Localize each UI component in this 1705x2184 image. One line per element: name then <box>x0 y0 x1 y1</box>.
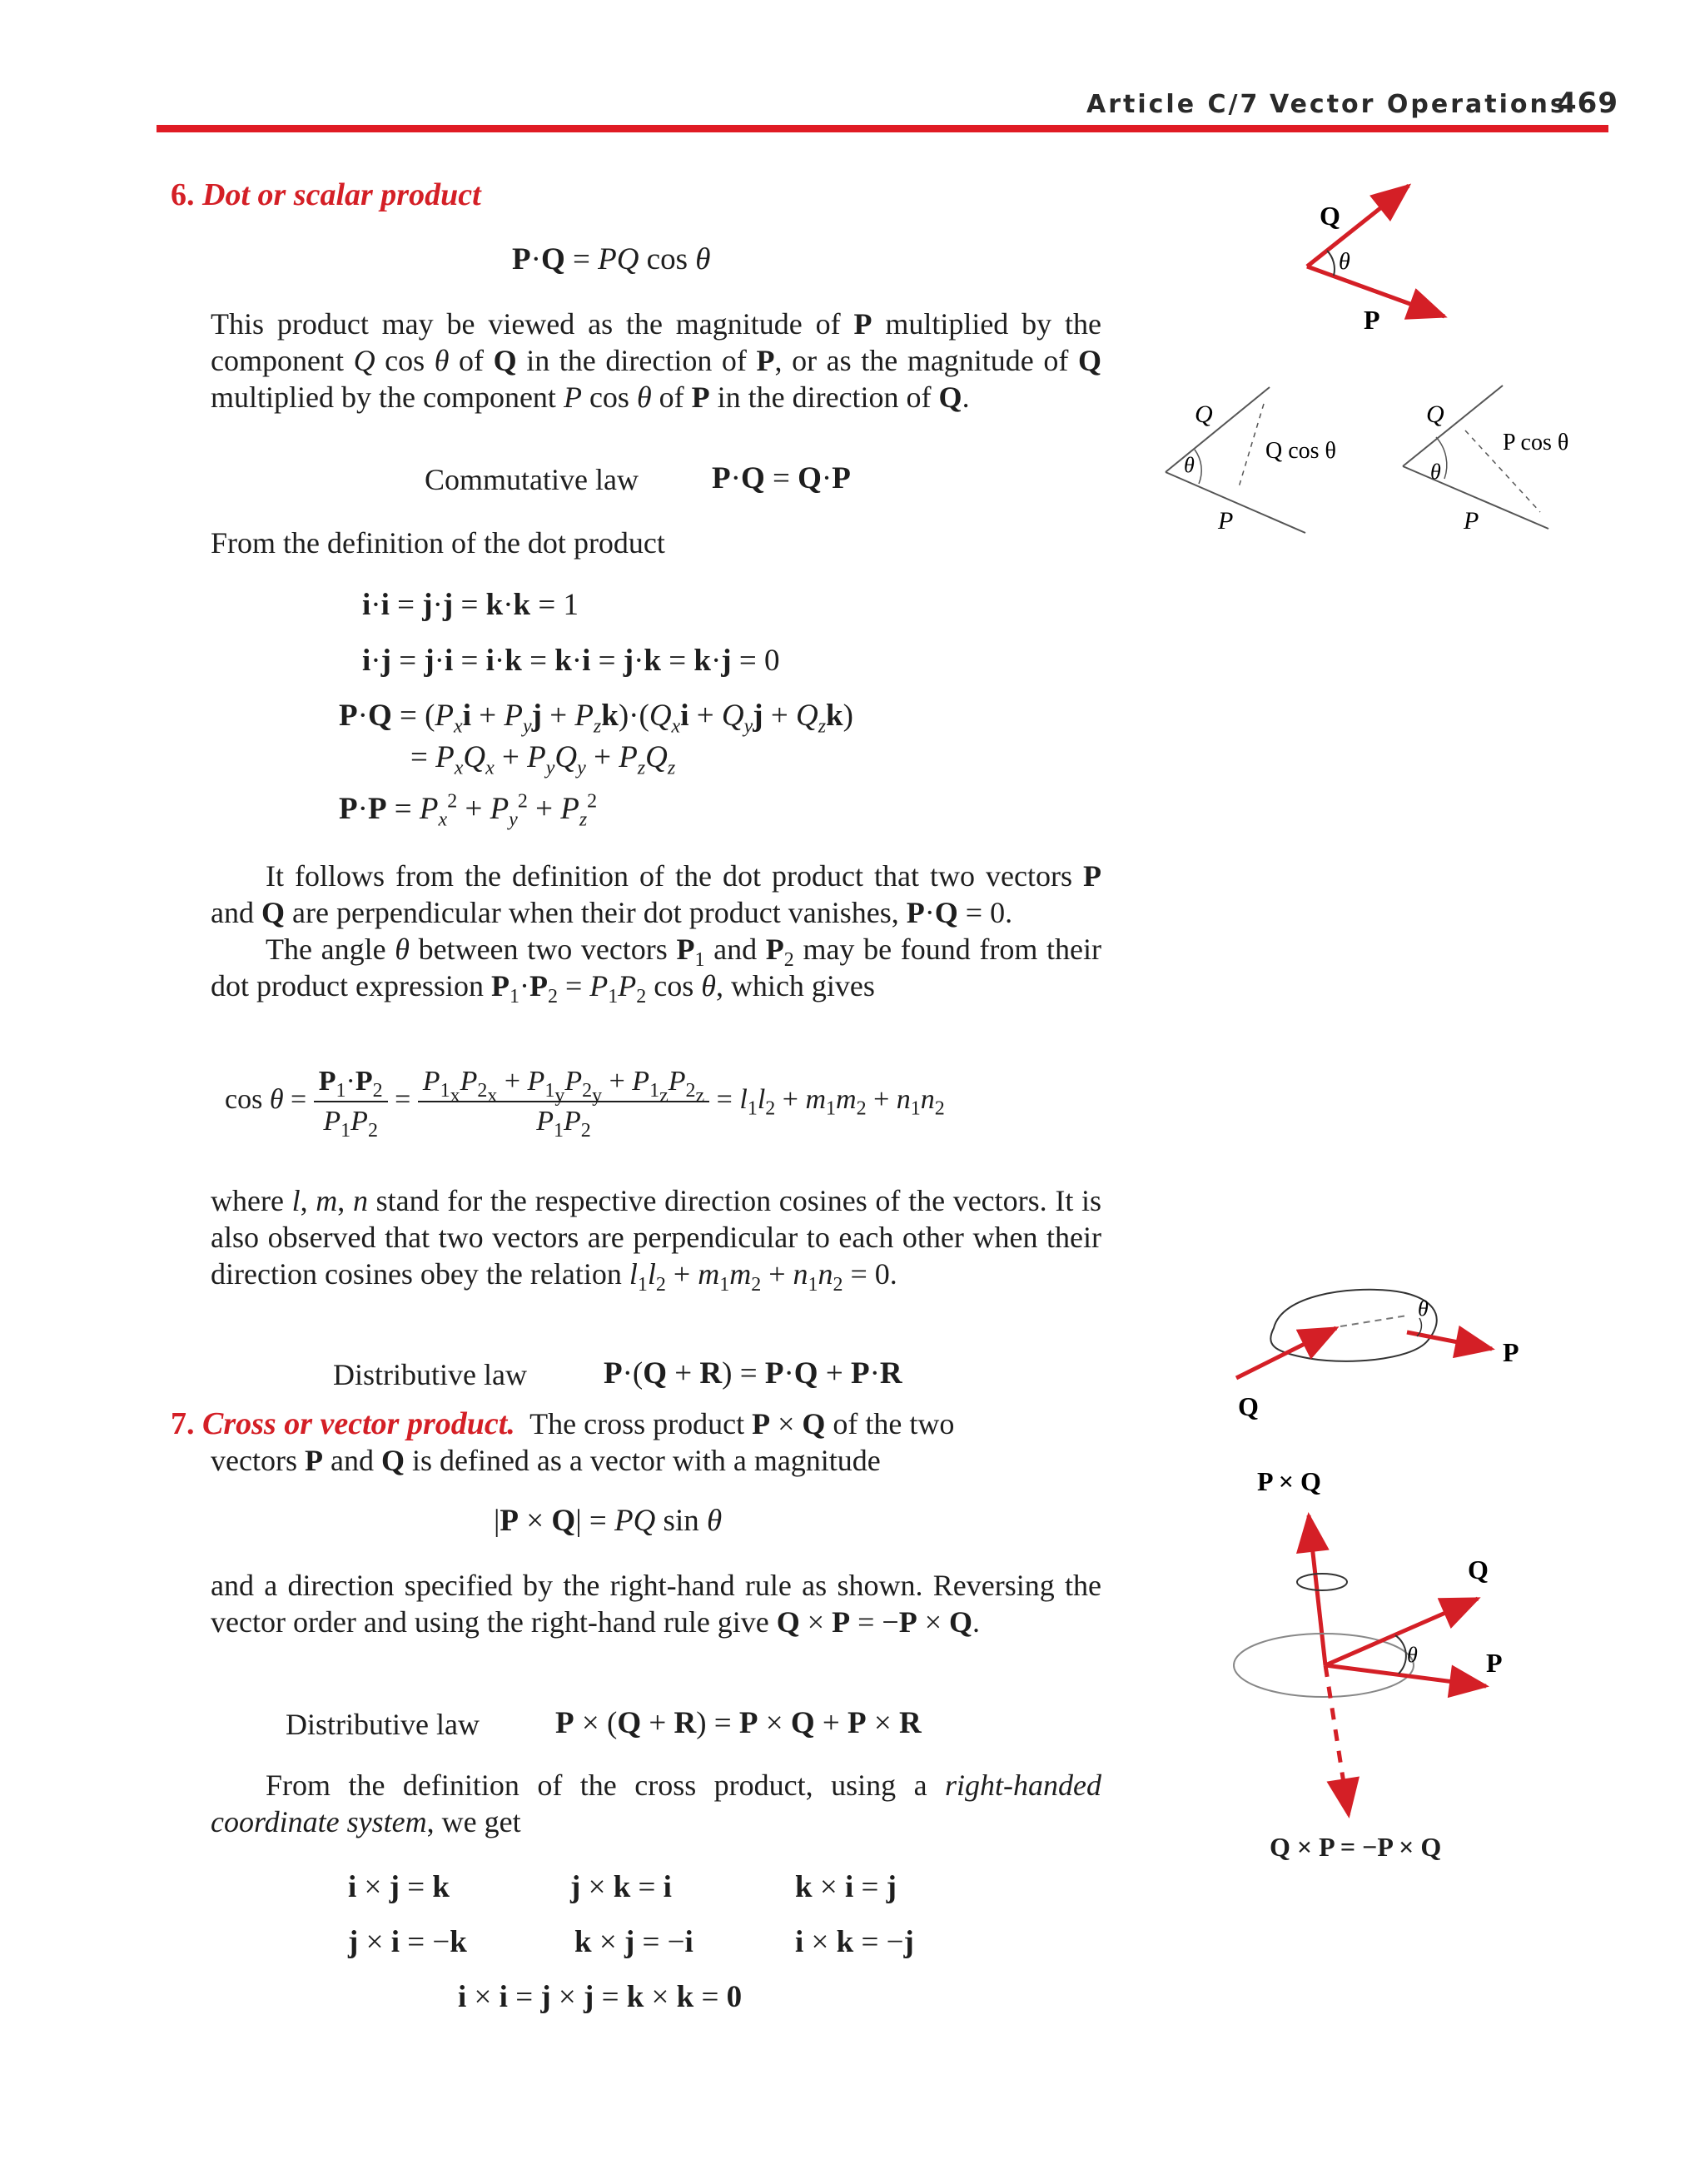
eq-cross-k-i: k × i = j <box>795 1870 897 1904</box>
section-6-paragraph-4: where l, m, n stand for the respective direction cosines of the vectors. It is also observed that two vectors are perpendicular to each other when their direction cosines obey the relation $l_1l_2 + m_1m_2 + n_1n_2 = 0$. <box>211 1184 1101 1296</box>
figure-dot-angle <box>1307 186 1444 335</box>
label-p-cross-q: P × Q <box>1257 1466 1321 1496</box>
label-q-cross-p: Q × P = −P × Q <box>1270 1832 1442 1862</box>
section-6-number: 6. <box>171 177 195 212</box>
section-7-paragraph-1: and a direction specified by the right-hand rule as shown. Reversing the vector order and using the right-hand rule give Q × P = −P × Q. <box>211 1569 1101 1639</box>
eq-cross-self-zero: i × i = j × j = k × k = 0 <box>458 1980 743 2014</box>
fig2-projection-dash <box>1239 404 1264 487</box>
figures-panel <box>1149 162 1615 1478</box>
eq-dot-definition: P·Q = PQ cos θ <box>512 242 711 276</box>
running-header-title: Vector Operations <box>1270 90 1568 119</box>
eq-unit-cross-dot: i·j = j·i = i·k = k·i = j·k = k·j = 0 <box>362 644 780 678</box>
fig4-label-q: Q <box>1238 1391 1259 1421</box>
fig2-label-q: Q <box>1195 400 1213 428</box>
fig1-label-theta: θ <box>1339 249 1350 275</box>
from-definition-text: From the definition of the dot product <box>211 526 665 560</box>
eq-cross-i-j: i × j = k <box>348 1870 450 1904</box>
section-6-paragraph-2: It follows from the definition of the dot product that two vectors P and Q are perpendicular when their dot product vanishes, P·Q = 0. The angle θ between two vectors $P_1$ and $P_2$ may be found from their dot product expression $P_1\cdot P_2 = P_1P_2$ cos θ, which gives <box>211 859 1101 1008</box>
fig3-label-p: P <box>1464 507 1479 535</box>
figure-q-cos-theta <box>1166 387 1336 535</box>
figure-p-cos-theta <box>1403 386 1568 535</box>
fig3-label-theta: θ <box>1430 460 1441 484</box>
vector-q-cross-p-dashed <box>1325 1665 1349 1815</box>
fig2-label-theta: θ <box>1184 453 1195 477</box>
fig4-vector-p <box>1407 1332 1492 1349</box>
fig5-label-q: Q <box>1468 1555 1489 1585</box>
fig4-dashed-line <box>1340 1316 1407 1326</box>
eq-cross-k-j: k × j = −i <box>574 1925 693 1959</box>
fig5-label-theta: θ <box>1407 1643 1418 1667</box>
section-7-title: Cross or vector product. <box>202 1406 515 1441</box>
fig3-label-q: Q <box>1426 400 1444 428</box>
running-header-article: Article C/7 <box>1086 90 1260 119</box>
fig4-vector-q <box>1236 1328 1336 1378</box>
fig1-label-q: Q <box>1320 201 1340 231</box>
rotation-arrow-icon <box>1297 1574 1347 1590</box>
eq-p-dot-p: $P\cdot P = P_x^2 + P_y^2 + P_z^2$ <box>339 790 598 831</box>
distributive-law-label-dot: Distributive law <box>333 1358 527 1391</box>
eq-distributive-dot: P·(Q + R) = P·Q + P·R <box>604 1356 902 1390</box>
fig2-p-line <box>1166 472 1305 533</box>
eq-commutative: P·Q = Q·P <box>712 461 851 495</box>
figure-dot-body <box>1236 1290 1519 1421</box>
eq-dot-expansion: $P\cdot Q = (P_xi + P_yj + P_zk)\cdot(Q_xi + Q_yj + Q_zk)$ <box>339 699 853 738</box>
eq-distributive-cross: P × (Q + R) = P × Q + P × R <box>555 1706 922 1740</box>
fig2-label-p: P <box>1218 507 1234 535</box>
figure-cross-product <box>1232 1465 1515 1865</box>
eq-unit-self-dot: i·i = j·j = k·k = 1 <box>362 588 579 622</box>
fig5-label-p: P <box>1486 1648 1503 1678</box>
fig2-q-line <box>1166 387 1270 472</box>
eq-cross-j-i: j × i = −k <box>348 1925 467 1959</box>
fig5-vector-p <box>1325 1665 1486 1686</box>
fig1-label-p: P <box>1364 305 1380 335</box>
commutative-law-label: Commutative law <box>425 463 639 496</box>
section-7-paragraph-2: From the definition of the cross product, using a right-handed coordinate system, we get <box>211 1769 1101 1838</box>
page-number: 469 <box>1557 87 1618 120</box>
fig3-label-p-cos: P cos θ <box>1503 430 1569 455</box>
section-7-intro: 7. Cross or vector product. The cross product P × Q of the two vectors P and Q is defined as a vector with a magnitude <box>171 1406 955 1477</box>
header-rule <box>157 125 1608 132</box>
section-6-heading <box>171 177 481 213</box>
fig5-vector-q <box>1325 1599 1478 1665</box>
fig4-label-p: P <box>1503 1337 1519 1367</box>
fig4-label-theta: θ <box>1418 1296 1429 1321</box>
eq-cos-theta: cos θ = $\frac{P_1\cdot P_2}{P_1P_2}$ = $\frac{P_{1_x}P_{2_x} + P_{1_y}P_{2_y} + P_{1_z}P_{2_z}}{P_1P_2}$ = $l_1l_2 + m_1m_2 + n_1n_2$ <box>225 1066 945 1142</box>
distributive-law-label-cross: Distributive law <box>286 1708 480 1741</box>
fig2-label-q-cos: Q cos θ <box>1265 438 1336 464</box>
eq-cross-i-k: i × k = −j <box>795 1925 914 1959</box>
eq-dot-components: = $P_xQ_x + P_yQ_y + P_zQ_z$ <box>410 740 676 779</box>
eq-cross-j-k: j × k = i <box>570 1870 672 1904</box>
eq-cross-magnitude: |P × Q| = PQ sin θ <box>494 1504 723 1538</box>
section-6-paragraph-1: This product may be viewed as the magnitude of P multiplied by the component Q cos θ of Q in the direction of P, or as the magnitude of Q multiplied by the component P cos θ of P in the direction of Q. <box>211 307 1101 414</box>
section-6-title: Dot or scalar product <box>202 177 481 212</box>
section-7-number: 7. <box>171 1406 195 1441</box>
